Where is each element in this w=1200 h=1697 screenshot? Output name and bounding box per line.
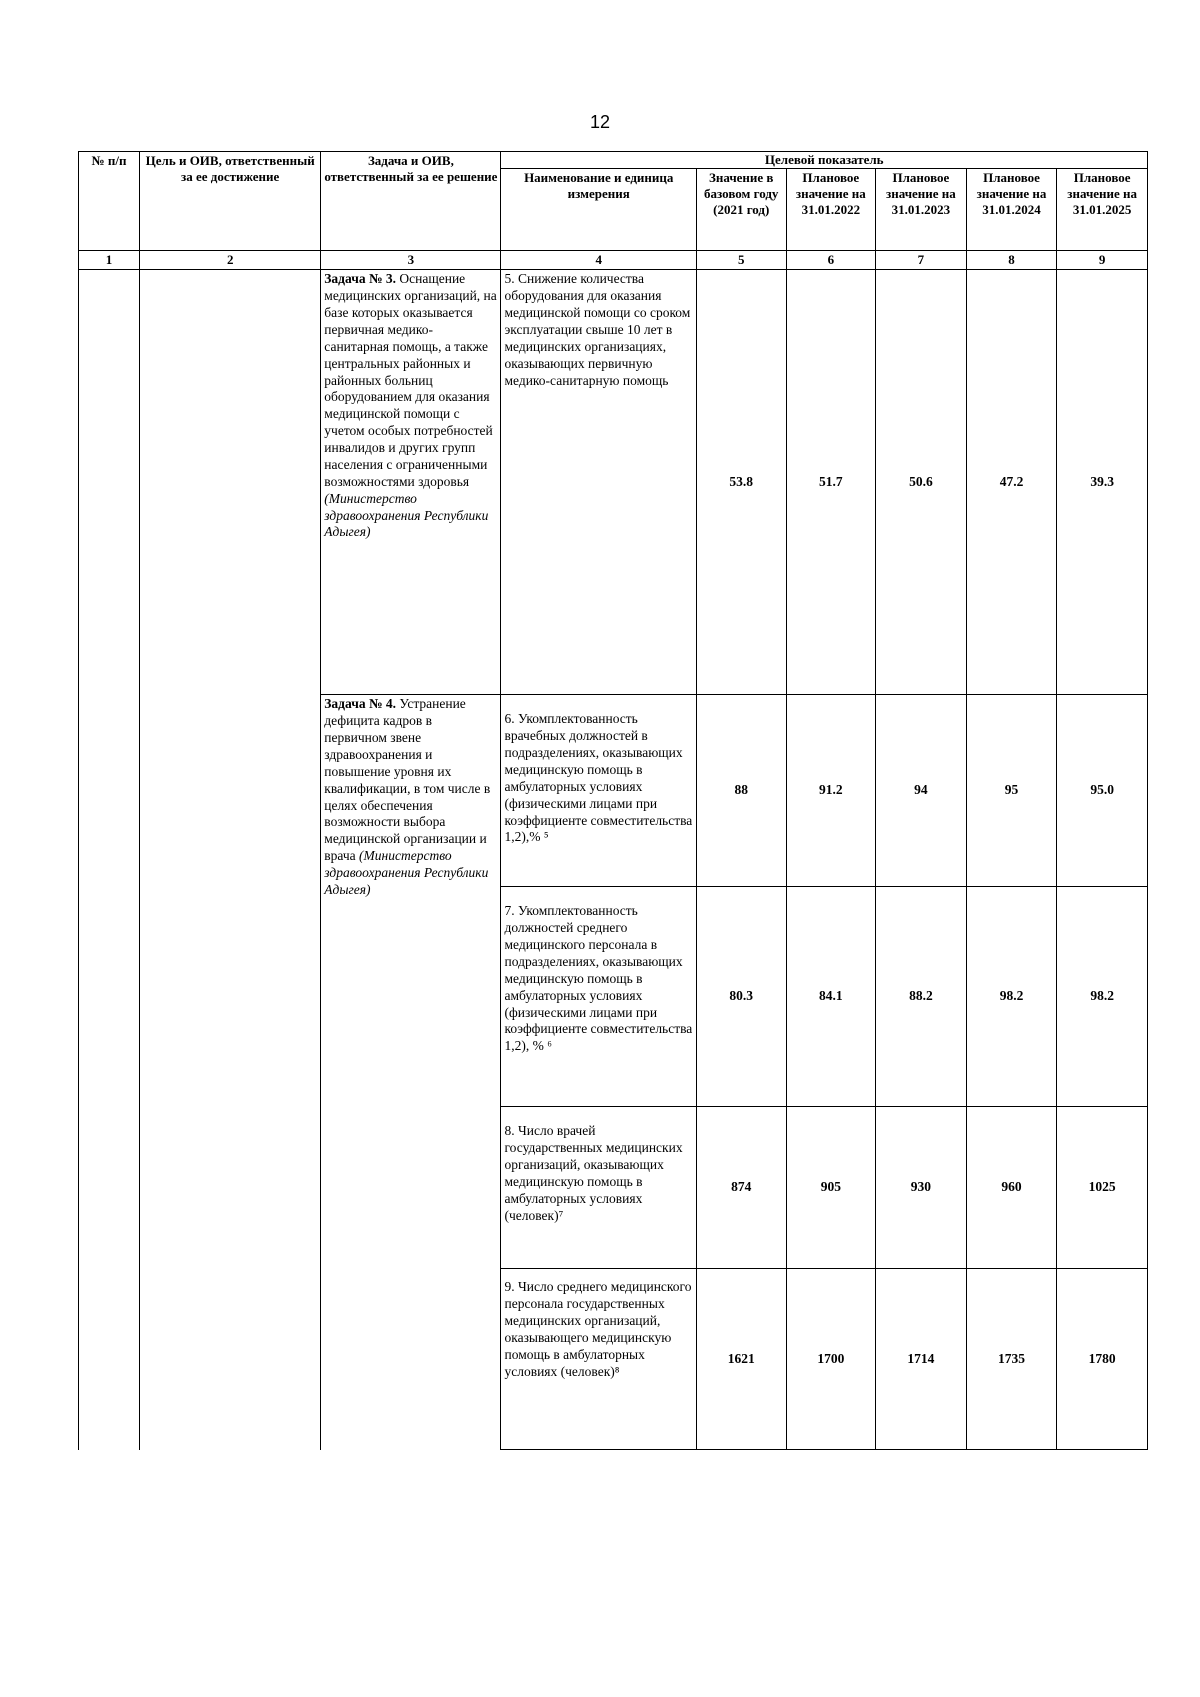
header-indicator-name: Наименование и единица измерения <box>501 169 696 251</box>
base-value: 1621 <box>696 1269 786 1450</box>
base-value: 80.3 <box>696 887 786 1107</box>
plan-2023-value: 94 <box>876 695 967 887</box>
task-text: Оснащение медицинских организаций, на базе которых оказывается первичная медико-санитарная помощь, а также центральных районных и районных больниц оборудованием для оказания медицинской помощи с учетом особых потребностей инвалидов и других групп населения с ограниченными возможностями здоровья <box>324 271 497 489</box>
column-number: 2 <box>140 251 321 270</box>
page-number: 12 <box>589 112 611 132</box>
header-plan-2025: Плановое значение на 31.01.2025 <box>1057 169 1148 251</box>
header-task: Задача и ОИВ, ответственный за ее решение <box>321 152 501 251</box>
target-indicators-table <box>78 151 1148 1450</box>
indicator-name: 9. Число среднего медицинского персонала государственных медицинских организаций, оказывающего медицинскую помощь в амбулаторных условиях (человек)⁸ <box>501 1269 696 1450</box>
indicator-name: 5. Снижение количества оборудования для оказания медицинской помощи со сроком эксплуатации свыше 10 лет в медицинских организациях, оказывающих первичную медико-санитарную помощь <box>501 270 696 695</box>
plan-2024-value: 47.2 <box>966 270 1057 695</box>
plan-2022-value: 91.2 <box>786 695 876 887</box>
indicator-name: 6. Укомплектованность врачебных должностей в подразделениях, оказывающих медицинскую помощь в амбулаторных условиях (физическими лицами при коэффициенте совместительства 1,2),% ⁵ <box>501 695 696 887</box>
plan-2025-value: 39.3 <box>1057 270 1148 695</box>
column-number: 1 <box>79 251 140 270</box>
plan-2023-value: 1714 <box>876 1269 967 1450</box>
plan-2022-value: 905 <box>786 1107 876 1269</box>
plan-2024-value: 960 <box>966 1107 1057 1269</box>
plan-2022-value: 51.7 <box>786 270 876 695</box>
cell-goal-empty <box>140 270 321 1450</box>
column-number: 3 <box>321 251 501 270</box>
plan-2025-value: 1780 <box>1057 1269 1148 1450</box>
task-cell <box>321 270 501 695</box>
plan-2025-value: 95.0 <box>1057 695 1148 887</box>
task-responsible: (Министерство здравоохранения Республики Адыгея) <box>324 490 489 540</box>
header-no: № п/п <box>79 152 140 251</box>
plan-2025-value: 98.2 <box>1057 887 1148 1107</box>
header-goal: Цель и ОИВ, ответственный за ее достижение <box>140 152 321 251</box>
column-number: 7 <box>876 251 967 270</box>
plan-2022-value: 1700 <box>786 1269 876 1450</box>
header-target-group: Целевой показатель <box>501 152 1148 169</box>
cell-no-empty <box>79 270 140 1450</box>
base-value: 53.8 <box>696 270 786 695</box>
plan-2022-value: 84.1 <box>786 887 876 1107</box>
plan-2024-value: 98.2 <box>966 887 1057 1107</box>
header-plan-2023: Плановое значение на 31.01.2023 <box>876 169 967 251</box>
column-number: 8 <box>966 251 1057 270</box>
task-text: Устранение дефицита кадров в первичном звене здравоохранения и повышение уровня их квалификации, в том числе в целях обеспечения возможности выбора медицинской организации и врача <box>324 696 491 864</box>
task-title: Задача № 4. <box>324 696 397 712</box>
base-value: 874 <box>696 1107 786 1269</box>
header-plan-2024: Плановое значение на 31.01.2024 <box>966 169 1057 251</box>
table-row <box>79 270 1148 695</box>
plan-2024-value: 1735 <box>966 1269 1057 1450</box>
plan-2023-value: 50.6 <box>876 270 967 695</box>
column-numbers-row <box>79 251 1148 270</box>
task-responsible: (Министерство здравоохранения Республики Адыгея) <box>324 848 489 897</box>
plan-2023-value: 930 <box>876 1107 967 1269</box>
plan-2025-value: 1025 <box>1057 1107 1148 1269</box>
base-value: 88 <box>696 695 786 887</box>
indicator-name: 8. Число врачей государственных медицинских организаций, оказывающих медицинскую помощь в амбулаторных условиях (человек)⁷ <box>501 1107 696 1269</box>
column-number: 6 <box>786 251 876 270</box>
header-base-value: Значение в базовом году (2021 год) <box>696 169 786 251</box>
column-number: 9 <box>1057 251 1148 270</box>
indicator-name: 7. Укомплектованность должностей среднего медицинского персонала в подразделениях, оказывающих медицинскую помощь в амбулаторных условиях (физическими лицами при коэффициенте совместительства 1,2), % ⁶ <box>501 887 696 1107</box>
header-plan-2022: Плановое значение на 31.01.2022 <box>786 169 876 251</box>
column-number: 5 <box>696 251 786 270</box>
task-cell <box>321 695 501 1450</box>
plan-2024-value: 95 <box>966 695 1057 887</box>
column-number: 4 <box>501 251 696 270</box>
task-title: Задача № 3. <box>324 271 397 287</box>
plan-2023-value: 88.2 <box>876 887 967 1107</box>
